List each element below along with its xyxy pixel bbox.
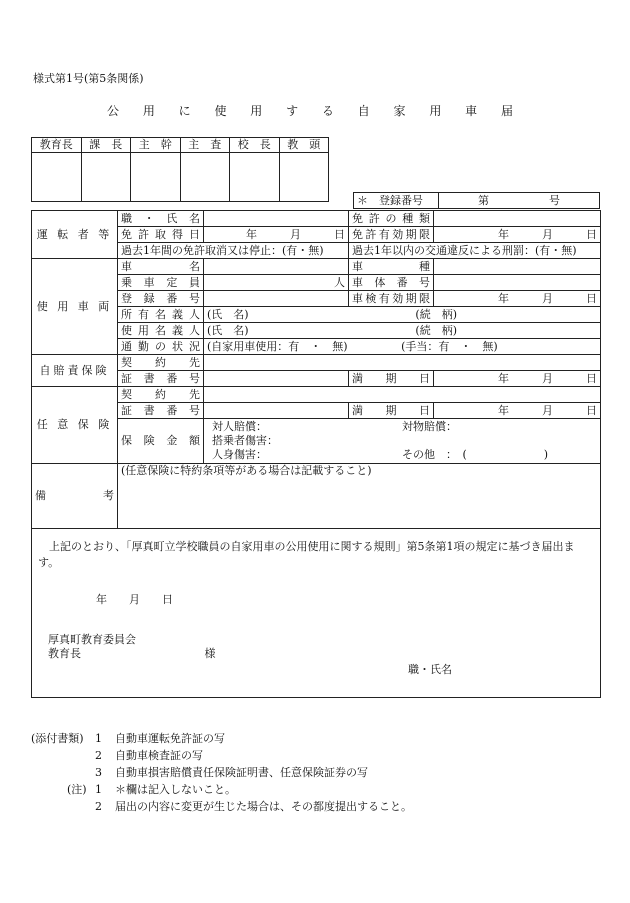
remarks-label	[32, 464, 118, 529]
compulsory-contract-label: 契約先	[118, 355, 204, 371]
insurance-amount-label: 保険金額	[118, 419, 204, 464]
user-label: 使用名義人	[118, 323, 204, 339]
attachment-label: (添付書類)	[31, 732, 84, 745]
addressee-honorific: 様	[204, 647, 216, 660]
license-expiry-label: 免許有効期限	[349, 227, 434, 243]
vehicle-type-field[interactable]	[434, 259, 601, 275]
property-coverage: 対物賠償：	[402, 420, 457, 433]
compulsory-insurance-section-label: 自賠責保険	[32, 355, 118, 387]
remarks-label-2: 考	[103, 489, 114, 502]
license-type-label: 免許の種類	[349, 211, 434, 227]
owner-name-paren: (氏 名)	[207, 307, 249, 321]
attachment-item: 自動車運転免許証の写	[115, 732, 225, 745]
declaration-statement: 上記のとおり、「厚真町立学校職員の自家用車の公用使用に関する規則」第5条第1項の規定に基づき届出ます。	[38, 540, 575, 569]
user-name-paren: (氏 名)	[207, 323, 249, 337]
attachment-num: 1	[95, 732, 102, 745]
voluntary-insurance-section-label: 任 意 保 険	[32, 387, 118, 464]
approval-stamp-cell[interactable]	[230, 153, 280, 202]
inspection-expiry-label: 車検有効期限	[349, 291, 434, 307]
vehicle-section-label: 使 用 車 両	[32, 259, 118, 355]
license-expiry-field[interactable]: 年 月 日	[434, 227, 601, 243]
vehicle-reg-number-label: 登録番号	[118, 291, 204, 307]
capacity-label: 乗車定員	[118, 275, 204, 291]
registration-number-table	[353, 192, 600, 209]
approval-stamp-table	[31, 137, 329, 202]
approval-header: 教 頭	[279, 138, 329, 153]
approval-stamp-cell[interactable]	[32, 153, 82, 202]
approval-stamp-cell[interactable]	[180, 153, 230, 202]
approval-stamp-cell[interactable]	[279, 153, 329, 202]
compulsory-cert-label: 証書番号	[118, 371, 204, 387]
remarks-field[interactable]	[118, 464, 601, 529]
capacity-field[interactable]: 人	[204, 275, 349, 291]
note-num: 2	[95, 800, 102, 813]
note-num: 1	[95, 783, 102, 796]
license-date-label: 免許取得日	[118, 227, 204, 243]
body-number-label: 車体番号	[349, 275, 434, 291]
voluntary-expiry-label: 満期日	[349, 403, 434, 419]
note-item: 届出の内容に変更が生じた場合は、その都度提出すること。	[115, 800, 412, 813]
approval-stamp-cell[interactable]	[131, 153, 181, 202]
approval-header: 主 査	[180, 138, 230, 153]
other-coverage: その他 ： ( )	[402, 448, 549, 461]
attachment-num: 3	[95, 766, 102, 779]
user-relation-paren: (続 柄)	[415, 323, 457, 337]
attachment-num: 2	[95, 749, 102, 762]
declaration-box	[32, 529, 601, 698]
voluntary-contract-field[interactable]	[204, 387, 601, 403]
compulsory-expiry-label: 満期日	[349, 371, 434, 387]
voluntary-cert-label: 証書番号	[118, 403, 204, 419]
approval-header: 課 長	[81, 138, 131, 153]
vehicle-name-label: 車名	[118, 259, 204, 275]
user-field[interactable]	[204, 323, 601, 339]
vehicle-reg-number-field[interactable]	[204, 291, 349, 307]
attachment-item: 自動車検査証の写	[115, 749, 203, 762]
inspection-expiry-field[interactable]: 年 月 日	[434, 291, 601, 307]
compulsory-contract-field[interactable]	[204, 355, 601, 371]
addressee: 教育長	[48, 647, 81, 660]
body-number-field[interactable]	[434, 275, 601, 291]
driver-name-field[interactable]	[204, 211, 349, 227]
remarks-note: (任意保険に特約条項等がある場合は記載すること)	[121, 464, 372, 477]
registration-go: 号	[549, 193, 560, 207]
revocation-question[interactable]: 過去1年間の免許取消又は停止：(有・無)	[118, 243, 349, 259]
owner-field[interactable]	[204, 307, 601, 323]
commute-value: (自家用車使用：有 ・ 無)	[207, 339, 348, 353]
compulsory-cert-field[interactable]	[204, 371, 349, 387]
approval-header: 教育長	[32, 138, 82, 153]
registration-label: ＊ 登録番号	[354, 193, 439, 209]
board-name: 厚真町教育委員会	[48, 633, 136, 646]
compulsory-expiry-field[interactable]: 年 月 日	[434, 371, 601, 387]
vehicle-name-field[interactable]	[204, 259, 349, 275]
note-item: ＊欄は記入しないこと。	[115, 783, 236, 796]
application-table	[31, 210, 601, 698]
owner-relation-paren: (続 柄)	[415, 307, 457, 321]
driver-name-label: 職・氏名	[118, 211, 204, 227]
passenger-coverage: 搭乗者傷害：	[212, 434, 278, 447]
notes-label: (注)	[67, 783, 87, 796]
commute-label: 通勤の状況	[118, 339, 204, 355]
personal-coverage: 人身傷害：	[212, 448, 267, 461]
approval-header: 校 長	[230, 138, 280, 153]
bodily-coverage: 対人賠償：	[212, 420, 267, 433]
attachment-list	[31, 730, 412, 815]
license-date-field[interactable]: 年 月 日	[204, 227, 349, 243]
voluntary-cert-field[interactable]	[204, 403, 349, 419]
form-title: 公 用 に 使 用 す る 自 家 用 車 届	[107, 104, 523, 118]
insurance-amount-field[interactable]	[204, 419, 601, 464]
remarks-label-1: 備	[35, 489, 46, 502]
declaration-date[interactable]: 年 月 日	[96, 593, 173, 606]
registration-dai: 第	[478, 193, 489, 207]
allowance-value: (手当：有 ・ 無)	[401, 339, 498, 353]
approval-stamp-cell[interactable]	[81, 153, 131, 202]
owner-label: 所有名義人	[118, 307, 204, 323]
driver-section-label: 運 転 者 等	[32, 211, 118, 259]
voluntary-contract-label: 契約先	[118, 387, 204, 403]
attachment-item: 自動車損害賠償責任保険証明書、任意保険証券の写	[115, 766, 368, 779]
vehicle-type-label: 車種	[349, 259, 434, 275]
registration-field[interactable]	[439, 193, 600, 209]
approval-header: 主 幹	[131, 138, 181, 153]
commute-field[interactable]	[204, 339, 601, 355]
license-type-field[interactable]	[434, 211, 601, 227]
penalty-question[interactable]: 過去1年以内の交通違反による刑罰：(有・無)	[349, 243, 601, 259]
form-number: 様式第1号(第5条関係)	[33, 72, 144, 85]
signature-label[interactable]: 職・氏名	[408, 663, 452, 676]
voluntary-expiry-field[interactable]: 年 月 日	[434, 403, 601, 419]
